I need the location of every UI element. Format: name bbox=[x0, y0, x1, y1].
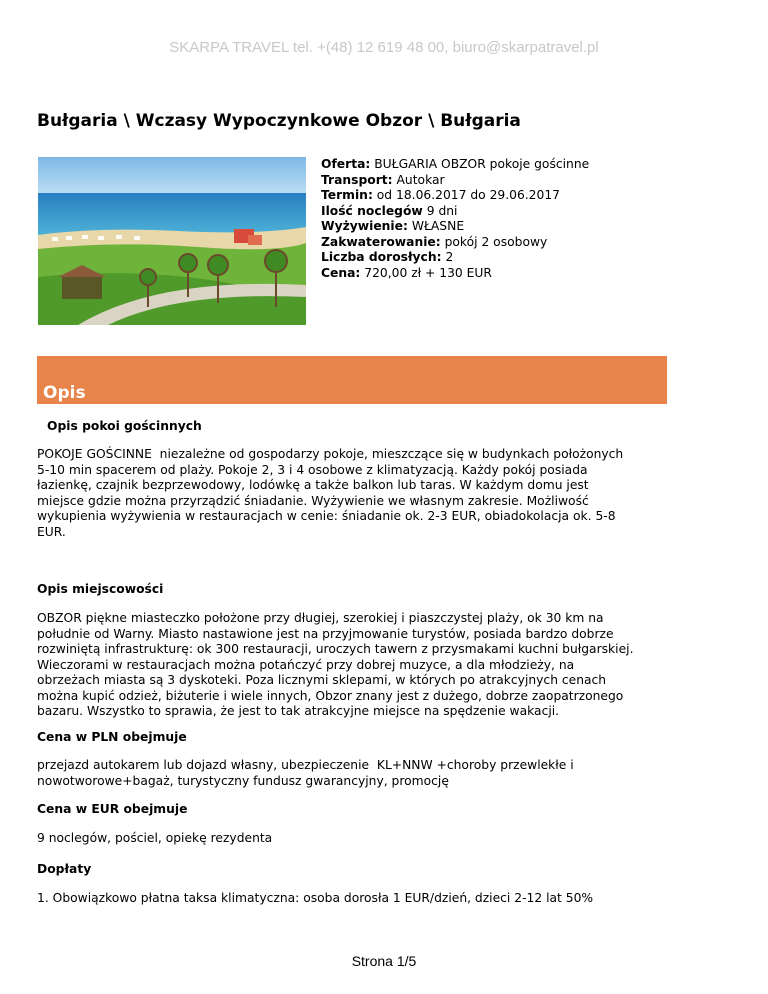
opis-section-band bbox=[37, 356, 667, 404]
text-line: można kupić odzież, biżuterie i wiele innych, Obzor znany jest z dużego, dobrze zaopatrzonego bbox=[37, 688, 624, 703]
offer-value: pokój 2 osobowy bbox=[444, 234, 548, 249]
offer-row bbox=[321, 173, 589, 189]
offer-details bbox=[321, 157, 589, 281]
offer-label: Liczba dorosłych: bbox=[321, 250, 442, 264]
offer-label: Zakwaterowanie: bbox=[321, 234, 441, 249]
offer-label: Ilość noclegów bbox=[321, 203, 423, 218]
offer-label: Wyżywienie: bbox=[321, 219, 408, 233]
text-line: OBZOR piękne miasteczko położone przy długiej, szerokiej i piaszczystej plaży, ok 30 km na bbox=[37, 611, 604, 625]
section-heading-doplaty: Dopłaty bbox=[37, 862, 92, 876]
beach-resort-photo bbox=[38, 157, 306, 325]
offer-label: Oferta: bbox=[321, 157, 371, 171]
text-line: miejsce gdzie można przyrządzić śniadanie. Wyżywienie we własnym zakresie. Możliwość bbox=[37, 493, 589, 508]
text-line: nowotworowe+bagaż, turystyczny fundusz gwarancyjny, promocję bbox=[37, 773, 449, 788]
section-heading-pokoje: Opis pokoi gościnnych bbox=[47, 419, 202, 433]
offer-row bbox=[321, 266, 589, 282]
offer-value: 720,00 zł + 130 EUR bbox=[364, 265, 492, 280]
offer-value: WŁASNE bbox=[411, 219, 465, 233]
opis-heading: Opis bbox=[43, 383, 86, 403]
offer-value: BUŁGARIA OBZOR pokoje gościnne bbox=[374, 157, 590, 171]
section-body-miejscowosc bbox=[37, 611, 677, 720]
offer-label: Transport: bbox=[321, 172, 393, 187]
offer-row bbox=[321, 188, 589, 204]
text-line: rozwiniętą infrastrukturę: ok 300 restauracji, uroczych tawern z przysmakami kuchni bułgarskiej. bbox=[37, 642, 634, 656]
offer-label: Termin: bbox=[321, 188, 373, 202]
offer-value: 9 dni bbox=[426, 203, 458, 218]
section-body-doplaty bbox=[37, 891, 677, 907]
offer-value: od 18.06.2017 do 29.06.2017 bbox=[376, 188, 560, 202]
section-heading-miejscowosc: Opis miejscowości bbox=[37, 582, 164, 596]
text-line: POKOJE GOŚCINNE niezależne od gospodarzy pokoje, mieszczące się w budynkach położonych bbox=[37, 447, 624, 461]
text-line: 5-10 min spacerem od plaży. Pokoje 2, 3 i 4 osobowe z klimatyzacją. Każdy pokój posiada bbox=[37, 462, 588, 477]
offer-row bbox=[321, 219, 589, 235]
section-body-pokoje bbox=[37, 447, 677, 540]
offer-row bbox=[321, 157, 589, 173]
page-title: Bułgaria \ Wczasy Wypoczynkowe Obzor \ Bułgaria bbox=[37, 111, 521, 131]
text-line: przejazd autokarem lub dojazd własny, ubezpieczenie KL+NNW +choroby przewlekłe i bbox=[37, 758, 574, 772]
text-line: południe od Warny. Miasto nastawione jest na przyjmowanie turystów, posiada bardzo dobrze bbox=[37, 626, 614, 641]
offer-label: Cena: bbox=[321, 265, 361, 280]
text-line: Wieczorami w restauracjach można potańczyć przy dobrej muzyce, a dla młodzieży, na bbox=[37, 657, 575, 672]
page-number: Strona 1/5 bbox=[351, 953, 417, 969]
offer-value: Autokar bbox=[396, 172, 445, 187]
text-line: wykupienia wyżywienia w restauracjach w cenie: śniadanie ok. 2-3 EUR, obiadokolacja ok. 5-8 bbox=[37, 509, 616, 523]
section-heading-cena-eur: Cena w EUR obejmuje bbox=[37, 802, 188, 816]
offer-value: 2 bbox=[445, 250, 454, 264]
offer-row bbox=[321, 250, 589, 266]
section-heading-cena-pln: Cena w PLN obejmuje bbox=[37, 730, 187, 744]
text-line: łazienkę, czajnik bezprzewodowy, lodówkę a także balkon lub taras. W każdym domu jest bbox=[37, 478, 589, 492]
page-header: SKARPA TRAVEL tel. +(48) 12 619 48 00, biuro@skarpatravel.pl bbox=[169, 39, 599, 56]
section-body-cena-pln bbox=[37, 758, 677, 789]
text-line: 9 noclegów, pościel, opiekę rezydenta bbox=[37, 831, 273, 845]
text-line: bazaru. Wszystko to sprawia, że jest to tak atrakcyjne miejsce na spędzenie wakacji. bbox=[37, 704, 560, 718]
text-line: obrzeżach miasta są 3 dyskoteki. Poza licznymi sklepami, w których po atrakcyjnych cenach bbox=[37, 673, 607, 687]
text-line: 1. Obowiązkowo płatna taksa klimatyczna: osoba dorosła 1 EUR/dzień, dzieci 2-12 lat 50% bbox=[37, 891, 594, 905]
section-body-cena-eur bbox=[37, 831, 677, 847]
offer-row bbox=[321, 204, 589, 220]
text-line: EUR. bbox=[37, 524, 66, 539]
offer-row bbox=[321, 235, 589, 251]
